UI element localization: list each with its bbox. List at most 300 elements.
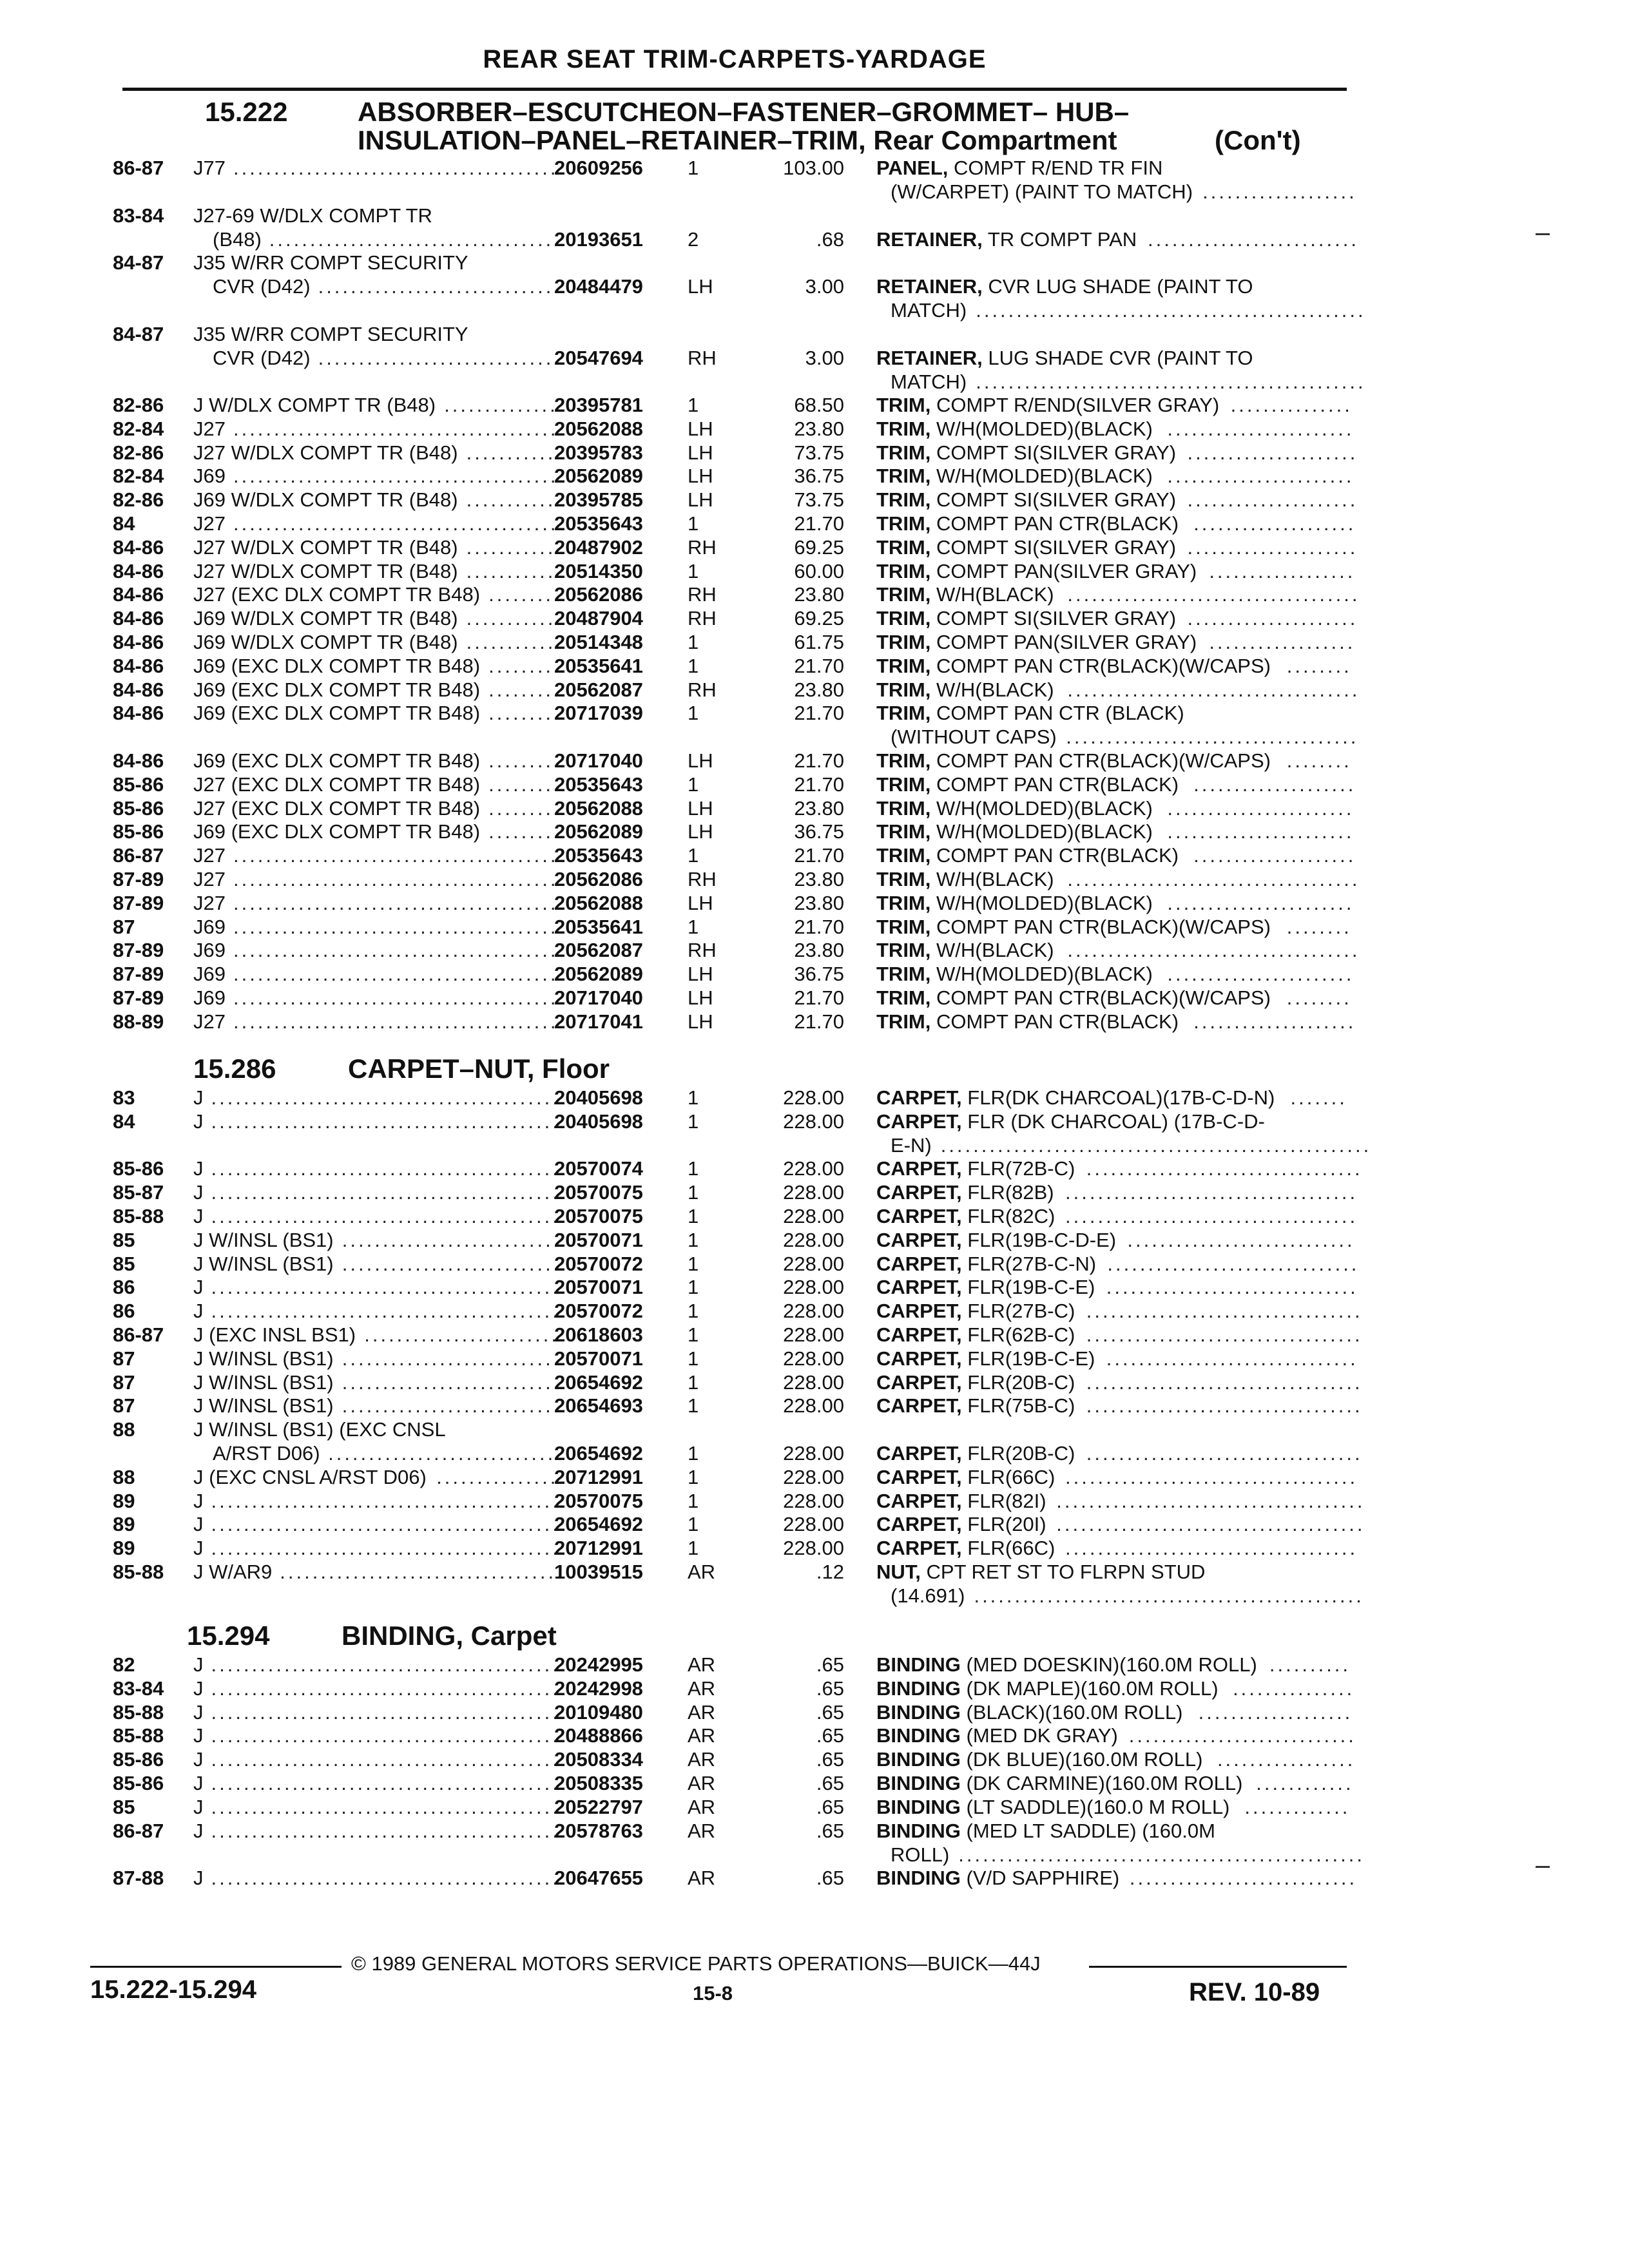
part-description-cont-row: [0, 180, 1629, 204]
part-description: CARPET, FLR(27B-C-N): [876, 1253, 1097, 1275]
part-number: 20562089: [554, 963, 643, 985]
quantity: LH: [688, 465, 713, 487]
leader-dots: .....................: [1187, 536, 1358, 559]
leader-dots: .................: [1217, 1748, 1356, 1771]
margin-mark: [1536, 1866, 1550, 1868]
price: .65: [816, 1724, 844, 1747]
part-row: [0, 512, 1629, 535]
model-year: 84-86: [113, 607, 164, 629]
price: 23.80: [794, 583, 844, 606]
price: 21.70: [794, 655, 844, 677]
part-number: 20570072: [554, 1253, 643, 1275]
part-description-cont-row: [0, 725, 1629, 749]
part-description: TRIM, COMPT SI(SILVER GRAY): [876, 607, 1177, 629]
price: .65: [816, 1677, 844, 1700]
leader-dots: ........: [1286, 986, 1352, 1009]
leader-dots: .......................: [1167, 465, 1354, 487]
price: .68: [816, 228, 844, 251]
model-code: J: [193, 1300, 204, 1322]
model-code: J: [193, 1724, 204, 1747]
price: 228.00: [783, 1300, 844, 1322]
model-code: J69 (EXC DLX COMPT TR B48): [193, 702, 481, 724]
model-code: J W/INSL (BS1): [193, 1371, 334, 1394]
price: 23.80: [794, 868, 844, 890]
part-description: CARPET, FLR(82C): [876, 1205, 1055, 1227]
part-row: [0, 464, 1629, 488]
part-description: TRIM, W/H(MOLDED)(BLACK): [876, 963, 1153, 985]
price: 228.00: [783, 1205, 844, 1227]
leader-dots: ..........................: [1148, 228, 1359, 251]
leader-dots: ..................................: [1086, 1371, 1363, 1394]
leader-dots: ...........................: [342, 1347, 562, 1370]
price: 228.00: [783, 1229, 844, 1251]
part-row: [0, 156, 1629, 203]
part-number: 20562089: [554, 820, 643, 843]
leader-dots: ........: [1286, 655, 1352, 677]
model-year: 87: [113, 916, 135, 938]
model-year: 86-87: [113, 1820, 164, 1842]
part-row: [0, 1489, 1629, 1513]
part-number: 20514348: [554, 631, 643, 653]
part-number: 20578763: [554, 1820, 643, 1842]
leader-dots: ..................................: [1086, 1394, 1363, 1417]
model-year: 89: [113, 1513, 135, 1535]
quantity: 1: [688, 1086, 699, 1109]
leader-dots: .......................: [1167, 820, 1354, 843]
price: 68.50: [794, 394, 844, 416]
part-row: [0, 1370, 1629, 1394]
part-number: 20562088: [554, 892, 643, 914]
leader-dots: ....................................: [1067, 939, 1360, 961]
leader-dots: ..............................: [318, 347, 562, 369]
model-year: 82-86: [113, 488, 164, 511]
section-title-line2: INSULATION–PANEL–RETAINER–TRIM, Rear Compartment: [358, 125, 1117, 155]
part-row: [0, 915, 1629, 939]
price: 3.00: [805, 275, 844, 298]
part-description: TRIM, COMPT PAN CTR(BLACK): [876, 1010, 1179, 1033]
part-description: TRIM, COMPT PAN CTR(BLACK)(W/CAPS): [876, 655, 1271, 677]
price: 23.80: [794, 418, 844, 440]
quantity: LH: [688, 749, 713, 772]
leader-dots: ...................................: [280, 1561, 564, 1583]
part-description: TRIM, COMPT PAN(SILVER GRAY): [876, 560, 1197, 582]
part-row: [0, 1536, 1629, 1560]
model-year: 84-87: [113, 251, 164, 274]
leader-dots: .....................: [1187, 441, 1358, 464]
part-row: [0, 1110, 1629, 1157]
part-description-cont-row: [0, 298, 1629, 322]
part-row: [0, 1323, 1629, 1347]
quantity: 1: [688, 1394, 699, 1417]
quantity: RH: [688, 536, 717, 559]
part-row: [0, 891, 1629, 915]
price: 61.75: [794, 631, 844, 653]
model-code: J69 (EXC DLX COMPT TR B48): [193, 678, 481, 701]
leader-dots: ............................................: [211, 1820, 569, 1842]
leader-dots: ............................................: [211, 1701, 569, 1724]
model-code: J: [193, 1205, 204, 1227]
part-description-cont: (WITHOUT CAPS): [891, 726, 1057, 748]
model-code: J27 (EXC DLX COMPT TR B48): [193, 583, 481, 606]
leader-dots: ........: [1286, 749, 1352, 772]
quantity: 1: [688, 1276, 699, 1298]
part-number: 20547694: [554, 347, 643, 369]
model-code: J27 W/DLX COMPT TR (B48): [193, 536, 458, 559]
part-row: [0, 1677, 1629, 1700]
model-code: J: [193, 1772, 204, 1794]
model-year: 85-86: [113, 1748, 164, 1771]
model-code: J W/INSL (BS1): [193, 1229, 334, 1251]
part-description: TRIM, COMPT PAN CTR(BLACK)(W/CAPS): [876, 749, 1271, 772]
model-year: 87: [113, 1347, 135, 1370]
part-description: CARPET, FLR(20B-C): [876, 1371, 1075, 1394]
part-description: BINDING (DK BLUE)(160.0M ROLL): [876, 1748, 1203, 1771]
part-description: CARPET, FLR(20I): [876, 1513, 1046, 1535]
part-number: 20405698: [554, 1086, 643, 1109]
quantity: 2: [688, 228, 699, 251]
leader-dots: ...........: [466, 560, 556, 582]
part-row: [0, 1275, 1629, 1299]
leader-dots: .......................: [1167, 418, 1354, 440]
leader-dots: ........................: [364, 1323, 559, 1346]
part-row: [0, 938, 1629, 962]
leader-dots: ............................: [1127, 1229, 1355, 1251]
model-year: 87-89: [113, 963, 164, 985]
part-number: 20535643: [554, 773, 643, 796]
model-year: 86: [113, 1300, 135, 1322]
leader-dots: ...........................: [342, 1253, 562, 1275]
section-title: CARPET–NUT, Floor: [348, 1053, 610, 1084]
model-code: J69: [193, 916, 226, 938]
part-number: 20717041: [554, 1010, 643, 1033]
part-row: [0, 820, 1629, 843]
model-year: 88: [113, 1466, 135, 1488]
quantity: 1: [688, 1110, 699, 1133]
model-year: 87-89: [113, 986, 164, 1009]
quantity: LH: [688, 418, 713, 440]
model-code: J W/DLX COMPT TR (B48): [193, 394, 436, 416]
revision-label: REV. 10-89: [1189, 1978, 1320, 2006]
part-number: 20405698: [554, 1110, 643, 1133]
quantity: LH: [688, 275, 713, 298]
leader-dots: ............................................: [211, 1537, 569, 1559]
leader-dots: ............................................: [211, 1748, 569, 1771]
part-row: [0, 630, 1629, 654]
model-code: J: [193, 1110, 204, 1133]
part-row: [0, 1228, 1629, 1252]
price: 228.00: [783, 1110, 844, 1133]
quantity: RH: [688, 347, 717, 369]
model-code: J69 (EXC DLX COMPT TR B48): [193, 749, 481, 772]
part-number: 20508334: [554, 1748, 643, 1771]
part-number: 20618603: [554, 1323, 643, 1346]
leader-dots: ...........: [466, 607, 556, 629]
page-number: 15-8: [693, 1982, 733, 2004]
model-code: J69 W/DLX COMPT TR (B48): [193, 631, 458, 653]
model-code: J: [193, 1748, 204, 1771]
model-year: 85: [113, 1229, 135, 1251]
model-code: J69: [193, 939, 226, 961]
part-description-cont: MATCH): [891, 370, 967, 393]
quantity: 1: [688, 1347, 699, 1370]
model-year: 84-87: [113, 323, 164, 345]
price: 23.80: [794, 797, 844, 820]
quantity: LH: [688, 1010, 713, 1033]
leader-dots: ........: [1286, 916, 1352, 938]
leader-dots: ................................................: [974, 1584, 1364, 1607]
leader-dots: ..........: [1269, 1653, 1351, 1676]
leader-dots: ...............................: [1106, 1276, 1358, 1298]
quantity: 1: [688, 1253, 699, 1275]
leader-dots: .........................................: [233, 868, 567, 890]
part-description: TRIM, COMPT PAN CTR (BLACK): [876, 702, 1184, 724]
part-description: TRIM, W/H(BLACK): [876, 678, 1054, 701]
model-code: J: [193, 1867, 204, 1889]
model-year: 82-84: [113, 465, 164, 487]
model-year: 87: [113, 1394, 135, 1417]
quantity: 1: [688, 1513, 699, 1535]
part-description: CARPET, FLR(19B-C-E): [876, 1276, 1095, 1298]
leader-dots: ....................: [1193, 773, 1356, 796]
part-row: [0, 1252, 1629, 1276]
price: 21.70: [794, 1010, 844, 1033]
part-description: CARPET, FLR(66C): [876, 1466, 1055, 1488]
part-row: [0, 606, 1629, 630]
part-number: 10039515: [554, 1561, 643, 1583]
leader-dots: .............................: [328, 1442, 564, 1465]
quantity: 1: [688, 1157, 699, 1180]
part-row: [0, 678, 1629, 702]
part-row: [0, 1653, 1629, 1677]
leader-dots: ............................: [1128, 1724, 1356, 1747]
part-row: [0, 417, 1629, 441]
quantity: AR: [688, 1772, 716, 1794]
leader-dots: .........................................: [233, 916, 567, 938]
price: 228.00: [783, 1347, 844, 1370]
model-year: 83: [113, 1086, 135, 1109]
part-row: [0, 1394, 1629, 1418]
leader-dots: ........: [488, 773, 554, 796]
price: .65: [816, 1701, 844, 1724]
quantity: 1: [688, 1442, 699, 1465]
model-code: J27: [193, 892, 226, 914]
quantity: LH: [688, 963, 713, 985]
part-description: TRIM, W/H(MOLDED)(BLACK): [876, 465, 1153, 487]
model-code: J69: [193, 963, 226, 985]
leader-dots: ............................................: [211, 1724, 569, 1747]
quantity: AR: [688, 1701, 716, 1724]
part-description: BINDING (DK MAPLE)(160.0M ROLL): [876, 1677, 1219, 1700]
price: 36.75: [794, 465, 844, 487]
leader-dots: ...........: [466, 631, 556, 653]
price: 228.00: [783, 1490, 844, 1512]
leader-dots: .........................................: [233, 844, 567, 867]
leader-dots: ...............: [1233, 1677, 1355, 1700]
quantity: 1: [688, 1490, 699, 1512]
price: 228.00: [783, 1394, 844, 1417]
page-title: REAR SEAT TRIM-CARPETS-YARDAGE: [483, 45, 987, 73]
model-year: 85-86: [113, 797, 164, 820]
leader-dots: ............................................: [211, 1276, 569, 1298]
part-number: 20609256: [554, 157, 643, 179]
part-row: [0, 1819, 1629, 1866]
model-code: J27-69 W/DLX COMPT TR: [193, 204, 432, 227]
price: 21.70: [794, 702, 844, 724]
part-row: [0, 488, 1629, 512]
leader-dots: ....................................: [1067, 678, 1360, 701]
price: 103.00: [783, 157, 844, 179]
part-row: [0, 1771, 1629, 1795]
leader-dots: .........................................: [233, 1010, 567, 1033]
part-row: [0, 962, 1629, 986]
part-number: 20562088: [554, 418, 643, 440]
leader-dots: ....................................: [1065, 1466, 1358, 1488]
leader-dots: ........: [488, 749, 554, 772]
part-number: 20717039: [554, 702, 643, 724]
model-year: 89: [113, 1537, 135, 1559]
leader-dots: ..................: [1209, 631, 1356, 653]
model-year: 89: [113, 1490, 135, 1512]
price: 21.70: [794, 773, 844, 796]
leader-dots: ............: [1256, 1772, 1354, 1794]
part-description: TRIM, COMPT SI(SILVER GRAY): [876, 441, 1177, 464]
model-year: 86-87: [113, 157, 164, 179]
model-code: J35 W/RR COMPT SECURITY: [193, 251, 468, 274]
leader-dots: ............................................: [211, 1867, 569, 1889]
quantity: LH: [688, 986, 713, 1009]
part-number: 20487902: [554, 536, 643, 559]
quantity: RH: [688, 939, 717, 961]
leader-dots: ....................................: [1066, 726, 1359, 748]
leader-dots: ....................................: [269, 228, 562, 251]
quantity: 1: [688, 702, 699, 724]
model-code: J69 W/DLX COMPT TR (B48): [193, 488, 458, 511]
model-code: J69 W/DLX COMPT TR (B48): [193, 607, 458, 629]
model-year: 85-86: [113, 1772, 164, 1794]
leader-dots: ............................................: [211, 1796, 569, 1818]
part-description: CARPET, FLR(75B-C): [876, 1394, 1075, 1417]
quantity: LH: [688, 820, 713, 843]
part-number: 20488866: [554, 1724, 643, 1747]
model-code: J: [193, 1276, 204, 1298]
quantity: AR: [688, 1867, 716, 1889]
part-row: [0, 1204, 1629, 1228]
model-year: 85-88: [113, 1724, 164, 1747]
leader-dots: ............................................: [211, 1300, 569, 1322]
part-number: 20654692: [554, 1513, 643, 1535]
leader-dots: ..................................: [1086, 1323, 1363, 1346]
part-description-cont-row: [0, 370, 1629, 394]
part-number: 20570075: [554, 1181, 643, 1204]
model-year: 87: [113, 1371, 135, 1394]
leader-dots: .............: [1244, 1796, 1351, 1818]
model-year: 84-86: [113, 655, 164, 677]
part-description: CARPET, FLR(19B-C-D-E): [876, 1229, 1117, 1251]
part-description: CARPET, FLR(66C): [876, 1537, 1055, 1559]
part-number: 20562089: [554, 465, 643, 487]
part-description-cont: (14.691): [891, 1584, 965, 1607]
price: 228.00: [783, 1513, 844, 1535]
price: 69.25: [794, 536, 844, 559]
model-code: J W/INSL (BS1) (EXC CNSL: [193, 1418, 446, 1441]
part-number: 20535643: [554, 844, 643, 867]
leader-dots: ...............................: [1107, 1253, 1360, 1275]
model-year: 86-87: [113, 844, 164, 867]
quantity: RH: [688, 678, 717, 701]
part-number: 20570071: [554, 1276, 643, 1298]
part-row: [0, 1086, 1629, 1110]
part-description: CARPET, FLR(72B-C): [876, 1157, 1075, 1180]
quantity: RH: [688, 868, 717, 890]
model-code: J: [193, 1820, 204, 1842]
price: 69.25: [794, 607, 844, 629]
part-description: RETAINER, TR COMPT PAN: [876, 228, 1137, 251]
part-number: 20484479: [554, 275, 643, 298]
part-row: [0, 559, 1629, 583]
section-number: 15.294: [187, 1620, 270, 1651]
section-heading: [0, 97, 1629, 161]
section-title: ABSORBER–ESCUTCHEON–FASTENER–GROMMET– HUB–: [358, 97, 1130, 127]
section-range: 15.222-15.294: [90, 1975, 257, 2004]
section-number: 15.286: [193, 1053, 276, 1084]
leader-dots: ..................................: [1086, 1300, 1363, 1322]
part-row: [0, 1724, 1629, 1747]
part-number: 20570072: [554, 1300, 643, 1322]
price: 23.80: [794, 678, 844, 701]
part-number: 20562088: [554, 797, 643, 820]
leader-dots: ............................................: [211, 1513, 569, 1535]
part-row: [0, 393, 1629, 417]
copyright-notice: © 1989 GENERAL MOTORS SERVICE PARTS OPERATIONS—BUICK—44J: [351, 1952, 1041, 1975]
part-row-continued: [0, 1441, 1629, 1465]
model-code: J27: [193, 844, 226, 867]
leader-dots: ............................................: [211, 1772, 569, 1794]
part-row: [0, 1180, 1629, 1204]
part-number: 20487904: [554, 607, 643, 629]
part-description: BINDING (MED DOESKIN)(160.0M ROLL): [876, 1653, 1257, 1676]
leader-dots: ........: [488, 655, 554, 677]
part-number: 20193651: [554, 228, 643, 251]
quantity: AR: [688, 1796, 716, 1818]
leader-dots: ..............................: [318, 275, 562, 298]
price: 228.00: [783, 1276, 844, 1298]
leader-dots: .........................................: [233, 892, 567, 914]
leader-dots: .......: [1290, 1086, 1347, 1109]
part-row-continued: [0, 227, 1629, 251]
quantity: LH: [688, 892, 713, 914]
part-row: [0, 773, 1629, 796]
part-description: BINDING (DK CARMINE)(160.0M ROLL): [876, 1772, 1243, 1794]
model-code: J27 (EXC DLX COMPT TR B48): [193, 797, 481, 820]
quantity: 1: [688, 157, 699, 179]
part-number: 20570074: [554, 1157, 643, 1180]
part-description: TRIM, COMPT SI(SILVER GRAY): [876, 536, 1177, 559]
part-number: 20514350: [554, 560, 643, 582]
part-number: 20535641: [554, 916, 643, 938]
leader-dots: ..............: [444, 394, 558, 416]
part-number: 20717040: [554, 986, 643, 1009]
model-year: 84-86: [113, 631, 164, 653]
part-description: RETAINER, CVR LUG SHADE (PAINT TO: [876, 275, 1253, 298]
leader-dots: ..................................: [1086, 1442, 1363, 1465]
leader-dots: ....................................: [1067, 583, 1360, 606]
part-number: 20570071: [554, 1229, 643, 1251]
part-description-cont: (W/CARPET) (PAINT TO MATCH): [891, 180, 1193, 203]
price: 36.75: [794, 820, 844, 843]
price: .65: [816, 1796, 844, 1818]
model-year: 82-86: [113, 441, 164, 464]
quantity: 1: [688, 1205, 699, 1227]
